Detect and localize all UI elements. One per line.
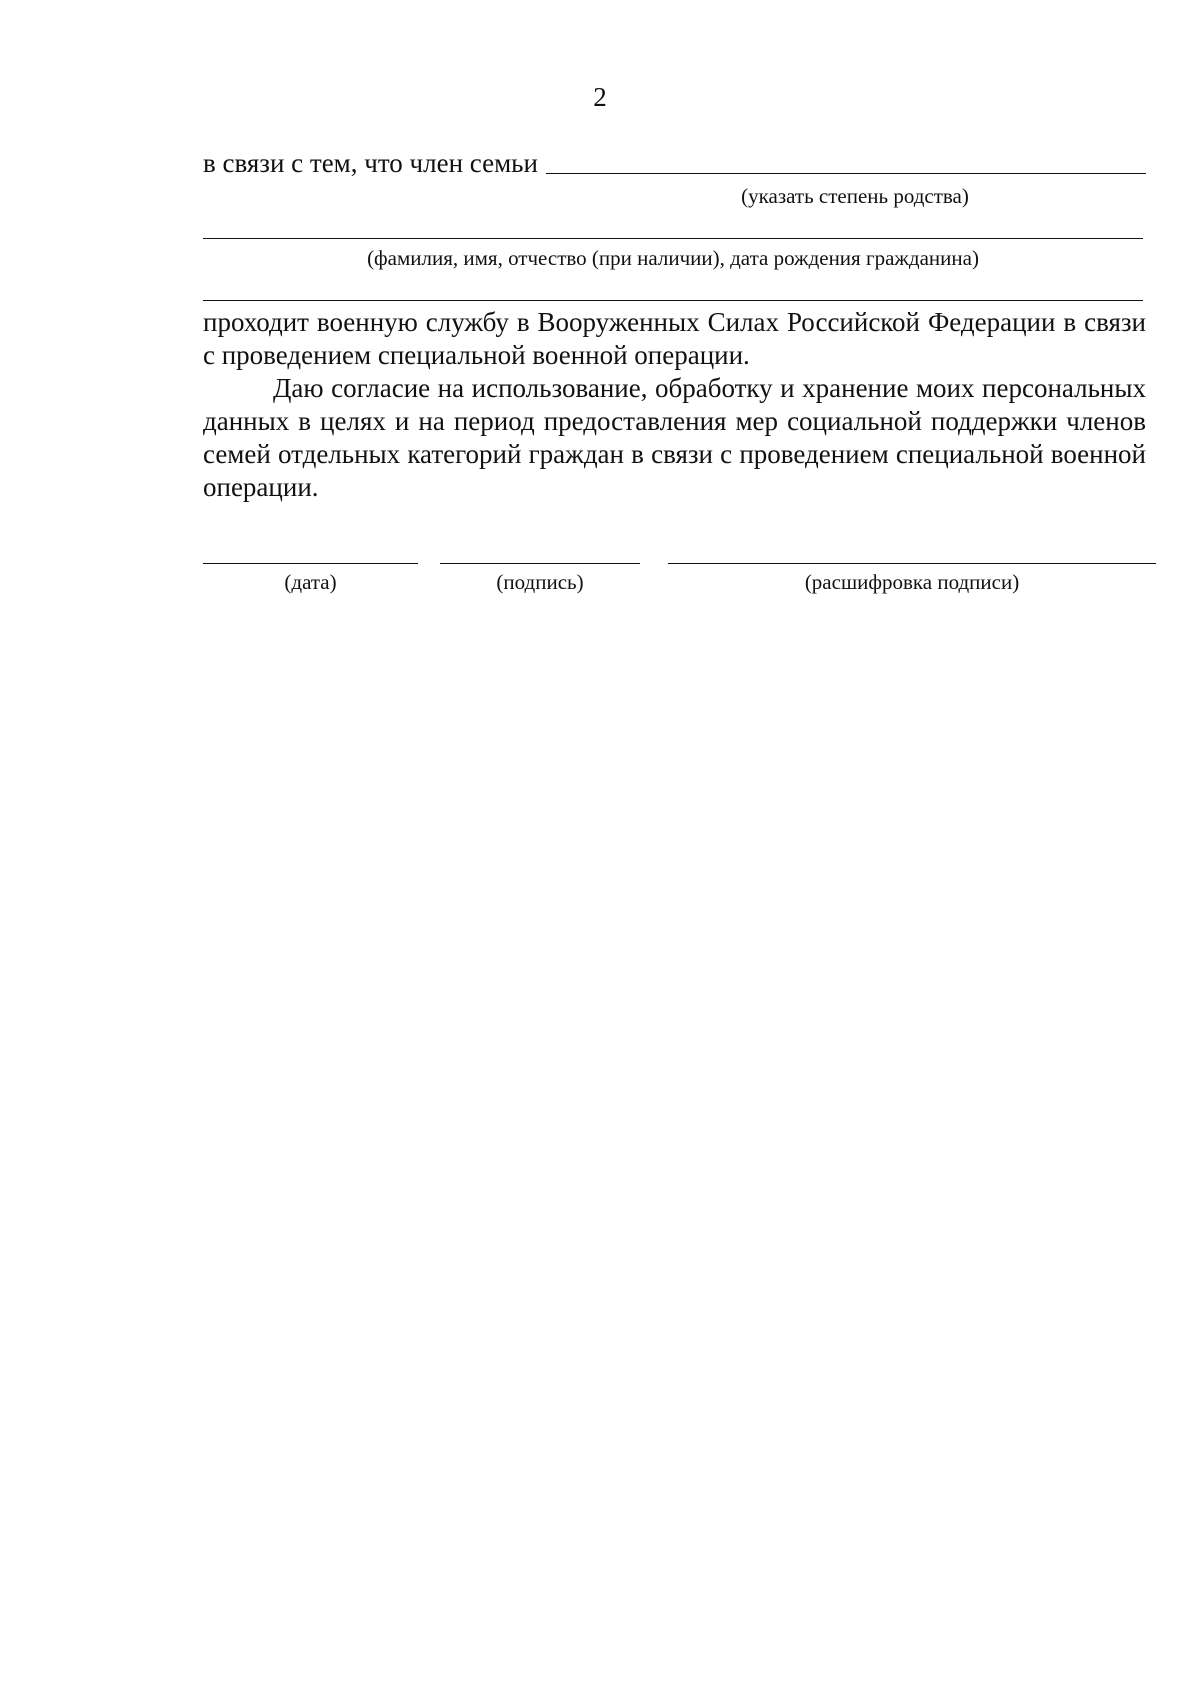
date-fill-line <box>203 563 418 564</box>
service-paragraph: проходит военную службу в Вооруженных Силах Российской Федерации в связи с проведением специальной военной операции. <box>203 307 1146 370</box>
intro-text: в связи с тем, что член семьи <box>203 148 538 178</box>
consent-paragraph-container <box>203 372 1146 504</box>
citizen-fill-line <box>203 238 1143 239</box>
signature-caption: (подпись) <box>496 570 584 594</box>
date-caption: (дата) <box>284 570 337 594</box>
page-number: 2 <box>593 82 607 112</box>
citizen-fill-line-2 <box>203 300 1143 301</box>
decoding-caption: (расшифровка подписи) <box>804 570 1020 594</box>
citizen-caption: (фамилия, имя, отчество (при наличии), дата рождения гражданина) <box>367 246 979 270</box>
consent-paragraph: Даю согласие на использование, обработку и хранение моих персональных данных в целях и на период предоставления мер социальной поддержки членов семей отдельных категорий граждан в связи с проведением специальной военной операции. <box>203 373 1146 502</box>
relation-caption: (указать степень родства) <box>741 184 969 208</box>
intro-line <box>203 148 1146 178</box>
relation-fill-line <box>546 149 1146 174</box>
signature-fill-line <box>440 563 640 564</box>
decoding-fill-line <box>668 563 1156 564</box>
